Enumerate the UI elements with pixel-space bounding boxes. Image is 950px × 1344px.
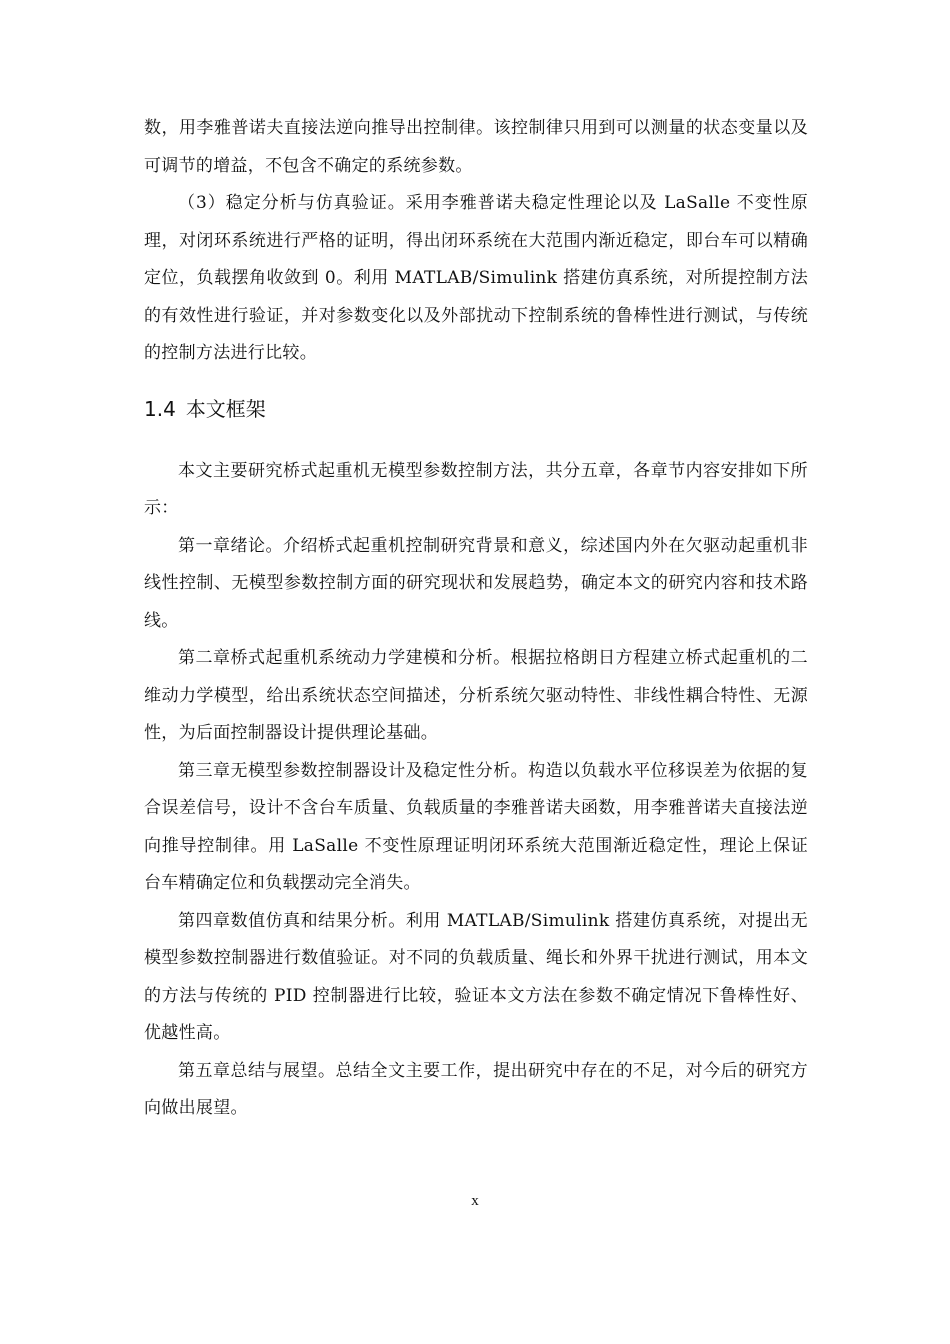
paragraph-item-3: （3）稳定分析与仿真验证。采用李雅普诺夫稳定性理论以及 LaSalle 不变性原理，对闭环系统进行严格的证明，得出闭环系统在大范围内渐近稳定，即台车可以精确定位，负载摆角收敛到 0。利用 MATLAB/Simulink 搭建仿真系统，对所提控制方法的有效性进行验证，并对参数变化以及外部扰动下控制系统的鲁棒性进行测试，与传统的控制方法进行比较。 <box>144 193 808 363</box>
section-heading <box>144 387 808 431</box>
paragraph-chapter-3: 第三章无模型参数控制器设计及稳定性分析。构造以负载水平位移误差为依据的复合误差信号，设计不含台车质量、负载质量的李雅普诺夫函数，用李雅普诺夫直接法逆向推导控制律。用 LaSalle 不变性原理证明闭环系统大范围渐近稳定性，理论上保证台车精确定位和负载摆动完全消失。 <box>144 760 808 893</box>
paragraph-chapter-1: 第一章绪论。介绍桥式起重机控制研究背景和意义，综述国内外在欠驱动起重机非线性控制、无模型参数控制方面的研究现状和发展趋势，确定本文的研究内容和技术路线。 <box>144 535 808 631</box>
paragraph-overview: 本文主要研究桥式起重机无模型参数控制方法，共分五章，各章节内容安排如下所示： <box>144 460 808 518</box>
paragraph-chapter-5: 第五章总结与展望。总结全文主要工作，提出研究中存在的不足，对今后的研究方向做出展望。 <box>144 1060 808 1118</box>
section-title: 本文框架 <box>185 396 266 421</box>
page-number: x <box>471 1193 479 1209</box>
paragraph-chapter-2: 第二章桥式起重机系统动力学建模和分析。根据拉格朗日方程建立桥式起重机的二维动力学模型，给出系统状态空间描述，分析系统欠驱动特性、非线性耦合特性、无源性，为后面控制器设计提供理论基础。 <box>144 648 808 743</box>
paragraph-continued: 数，用李雅普诺夫直接法逆向推导出控制律。该控制律只用到可以测量的状态变量以及可调节的增益，不包含不确定的系统参数。 <box>144 118 808 176</box>
paragraph-chapter-4: 第四章数值仿真和结果分析。利用 MATLAB/Simulink 搭建仿真系统，对提出无模型参数控制器进行数值验证。对不同的负载质量、绳长和外界干扰进行测试，用本文的方法与传统的 PID 控制器进行比较，验证本文方法在参数不确定情况下鲁棒性好、优越性高。 <box>144 910 808 1043</box>
section-number: 1.4 <box>144 396 176 421</box>
page-body <box>144 110 808 1128</box>
